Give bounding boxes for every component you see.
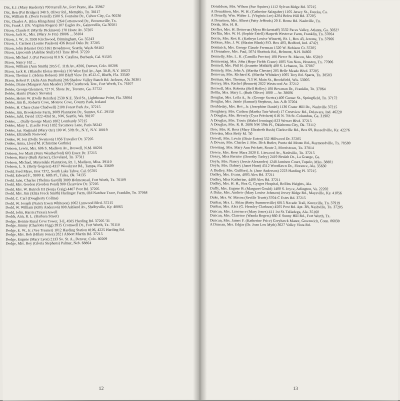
- directory-entry: Dixon, J. W., Jr. 3508 Kirchwood, Birmingham, Ga. 35243: [4, 36, 95, 42]
- right-page: [201, 0, 400, 401]
- directory-entry: Dodd, Jane, Charles (Thelma Gastill) 3809 Holmestead, Fort Worth, Tx. 76109: [5, 177, 126, 183]
- directory-entry: Dorsey, Mrs. Rachel (Bennett) 2822 Westwood Av. 37212: [210, 81, 299, 87]
- directory-entry: Doubleday, Mrs. Bev., Jr. (Josephine Daniel) 1136 Crater Hill Dr., Nashville 37215: [210, 104, 338, 110]
- directory-entry: Duncan, Mrs. Lawrence (Mary Jones) 411 1st St. Talladega, Ala. 35160: [209, 209, 320, 214]
- directory-entry: A Duke, Mrs. Andrew (Mary Louise Johnson) Jersey Ridge Rd., Maysville, Ky. 41056: [209, 190, 342, 196]
- directory-entry: Dixon, Nancy 162 ...: [4, 59, 37, 65]
- directory-entry: Dudley, Mrs. Evans, 4005 Alex Rd. 37211: [210, 172, 275, 178]
- directory-entry: Dixon, Thomas J. (Adena Robson) 100 Bluff View Dr. #512-C, Bluffs, Fla. 33540: [4, 72, 130, 78]
- directory-entry: Dominick, Mrs. George Claude Freeman 1520 W. Robison Cr. 37205: [210, 45, 317, 50]
- directory-entry: Dowell, Mrs. Lewin (Dixie Eaton) 552 Hillwood Dr. 37205: [210, 136, 302, 141]
- directory-entry: Dorfler, Mrs. H. Donovan (Myra Bickerstaff) 3532 Paces Valley, Atlanta, Ga. 30327: [210, 27, 340, 32]
- directory-entry: Dodd, Mrs. Gordon (Gordon Pond) 900 Clearview Dr. 37205: [5, 182, 99, 187]
- directory-entry: Douglas, Mrs. Leila A., Sr. (George Swetra) 400 Garner St., Springfield, Tn. 37172: [210, 95, 338, 101]
- directory-entry: Dobson, Joe Marti (Peny Weatherford) 603 Essex Dr. 37215: [5, 150, 97, 156]
- directory-entry: Dodd, Mrs. W. Butrick III (Sonja Craig) 4407 Post Rd. 37205: [5, 186, 100, 192]
- directory-entry: Dorflin, Mrs. W. H. (Sophie Estell) Harpeth Westover Farm, Franklin, Tn. 37064: [210, 31, 335, 37]
- directory-entry: Doswell, Mrs. Roberta (Bell Holley) 108 Bowman Dr., Franklin, Tn. 37064: [210, 86, 326, 91]
- directory-entry: Dobbs, George Glenmon, 727 N. Shore Dr., Toronto, Ga. 37722: [4, 86, 103, 92]
- directory-entry: A Douglas, Mrs. R. R. 2606 NW 59th Pl., Oklahoma City, Ok. 73112: [210, 122, 316, 128]
- directory-entry: Dodd, Mrs. Jim (Eliza Freck Smith) Harlinger Farm, Old Natchez Trace, Franklin, Tn. 37064: [5, 191, 148, 197]
- right-entry-list: [210, 5, 395, 229]
- directory-entry: Dowse, Mrs. Rose Marx 2820 E. Linwood Av., Nashville, Tn. 37215: [210, 150, 315, 155]
- directory-entry: Dixon, Robert P. (Julia Ann Dunham) 286 Shadow Valley Ranch Rd. Jackson, Ala. 36301: [4, 77, 141, 83]
- directory-entry: Dollens, Mrs. J. W. (Maxim Blank) P.O. Box 403, Bedford, Ind. 47421: [210, 40, 319, 46]
- directory-entry: A Donnahoe, Mrs. Paul, 5074 Shattuck Rd., Belmont, N.H. 04802: [210, 49, 312, 55]
- directory-entry: Dixon, John (Harriet Orr) 3161 Broadmoor, Seattle, Wash. 98102: [4, 45, 105, 51]
- directory-entry: Dix, Frank J. (Dr. Virginia Rogers) 107 Eagles Av., Gainesville, Ga 30501: [4, 23, 118, 28]
- directory-entry: Dixon, Lipscomb (Adeline Stull) 813 Tyne Blvd. 37220: [4, 50, 90, 56]
- directory-entry: Dottin, Mrs. Mary L. (Ruth Oliver) 1000 ... Av. 38606: [210, 90, 293, 96]
- directory-entry: Doyle, Mrs. Dabney (Janet Hunt) 4512 Woodlawn Dr., Florence, Ala. 35630: [210, 163, 327, 169]
- directory-entry: Dobbs, W. Jon (Dolly Swenson) 1856 Travalier Dr. 37205: [4, 136, 94, 142]
- directory-entry: Dix, William B. (Doris Ferrell) 1500 S. Fontaine Dr., Culver City, Ca. 90230: [4, 13, 122, 19]
- directory-entry: Downing, Mrs. Mary Ann Prickett, Route 2, Morristown, Tn. 37814: [210, 145, 314, 151]
- directory-entry: Dobbs, Juhl, David 1322-43rd St., NW, Seattle, Wa. 98107: [4, 114, 95, 119]
- directory-entry: Dix, Charles A. (Elsa Klingshirn) 1264 Cottonwood Dr., Brownsville, Tx.: [4, 18, 117, 24]
- left-entry-list: [4, 4, 192, 246]
- directory-entry: Donnelly, Mrs. L. K. (Camilla Proctor) 108 Pierce St. Macon, Mo. 65010: [210, 54, 323, 60]
- directory-entry: Donovan, Mrs. Richard K. (Martha Whitaker) 1005 Troy Rd. Sparta, Tn. 38583: [210, 72, 332, 78]
- directory-entry: A Donaldson, Mrs. W. H. (Catherine Salzgaber) 1105 Jersey St., Eureka, Ca.: [210, 9, 328, 14]
- directory-entry: Dobbs, Anna, Lloyd M. (Christine Guthrie): [4, 141, 72, 147]
- directory-entry: Doyle, Mrs. Nancy (Jessie Alexander) 1248 Jamison Court, Tupelo, Miss. 38801: [210, 159, 334, 164]
- directory-entry: Duncan, Mrs. Clarence (Wanda Rogers) 660-E Sunny Hill Rd., Fort Worth, Tx.: [209, 213, 331, 219]
- right-page-number: 13: [292, 386, 298, 392]
- directory-entry: Dunbar, Mrs. Alex (G. Hensley Clarkson) 4505 Post Rd. Apt. 3B, Nashville, Tn. 37205: [209, 204, 343, 210]
- directory-entry: Dixon, Claude P. (Myrtle Dickinson) 170 Hoste Av. 37205: [4, 27, 94, 33]
- directory-entry: Dobson, L. S. (Betty Gogerer) 4317 Woodcrest Rd., Tampa, Fla. 33609: [5, 164, 114, 169]
- directory-entry: A Donelson, Mrs. Albert (Patty Jeffords) 20 E. Rome Rd. Nashville, Tn.: [210, 18, 321, 23]
- left-page-number: 12: [98, 386, 104, 393]
- directory-entry: A Donelly, Wm. Walter L. (Virginia Lee) 4204 Bolen Hill Rd. 37205: [210, 13, 316, 19]
- directory-entry: A Douglas, Mrs. Beverly (Cyra Pritchett) 616 N. 7th St. Columbus, Ga. 31902: [210, 113, 330, 119]
- directory-entry: Doxey, Miss Bernice (Dorothy Tarley) 2419 Beulah Dr., La Grange, Ga.: [210, 154, 321, 160]
- directory-entry: Donaldson, Mrs. Wilson (Sue Squires) 1112 Sylvan Ridge Rd. 37215: [210, 4, 317, 10]
- directory-entry: Dixon, William (Ann Smith) 2055 C. 11th Av., #206, Denver, Colo. 80206: [4, 63, 118, 69]
- directory-entry: Dobbs, H. Chase (Jane Chadwell) 2108 Forest Park Av., 37215: [4, 105, 101, 110]
- directory-entry: Dudley, Miss Katherine, 4400 Alex Rd. 37211: [210, 177, 281, 182]
- directory-entry: Dodd, W. William (Kitty Anderson) 808 Ashland Av., Shelbyville, Ky. 40065: [5, 204, 123, 210]
- directory-entry: Douglas, Mrs. Jamie (Samuel) Stephens, Jan. A.& 37204: [210, 100, 298, 105]
- directory-entry: Dobbs, Elizabeth Norwood: [4, 132, 47, 137]
- directory-entry: Dodge, Mrs. Roy (Gloria Stephens) Palmer, Neb. 68864: [5, 241, 92, 247]
- directory-entry: Dodge, Mrs. Rob (Hilary Jones) 2821 Abbott Martin Rd. 37215: [5, 232, 103, 237]
- directory-entry: Dobson, Lewis, Mrs. 606 S. Madison Av., Roswell, N.M. 88201: [5, 145, 103, 151]
- directory-entry: Dodd, Fred Mayo, Box 7372, South Lake Tahoe, Cal. 95705: [5, 168, 98, 174]
- directory-entry: Donnerstag, Mrs. John (Hope Fields Crane) 1805 Van Ness, Houston, Tx. 77006: [210, 59, 334, 64]
- directory-entry: A Douglas, Mrs. Travis (Mabel Jennings) 823 Wesser Blvd. 37215: [210, 118, 312, 123]
- directory-entry: Duffy, Mrs. Eugene B. (Margaret Gould) 1400 S. Joyce, Arlington, Va. 22202: [210, 186, 329, 192]
- directory-entry: Donnell, Mrs. Phil H. (Jeanette Midkiff) 400 S. Lebanon, Tn. 37087: [210, 63, 315, 69]
- directory-entry: Dobbs, Jas. Reginald (Mary Orr) 100 W. 57th St., N.Y., N.Y. 10019: [4, 127, 108, 133]
- directory-entry: Dodd, John, Harris (Texas) Jewell: [5, 209, 58, 215]
- directory-entry: Duke, Mrs. W. Mason (Seville Truett) 3704-C Estes Rd. 37215: [209, 195, 306, 200]
- directory-entry: Dodd, W. Joseph (Nancy Ewen Whiteson) 1062 Lynwood Blvd. 37215: [5, 200, 114, 206]
- directory-entry: Dixon, J. Carmon (Louise Paulson) 436 Royal Oaks Dr. 37205: [4, 41, 100, 47]
- directory-entry: Dow, Mrs. R. Ross (Mary Elizabeth Rush) Clarksville Rd., Box 69, Russellville, Ky. 42276: [210, 127, 350, 133]
- book-gutter: [193, 0, 207, 400]
- directory-entry: Dobbs, Jim, Brookstone Farm, 3009 Plantation Dr., Sumter, S.C. 29150: [4, 109, 114, 115]
- directory-entry: Dobbs, Jim B., Roberts Cove, Monroe Cove, County Park, Ireland: [4, 100, 106, 106]
- directory-entry: Dodge, Eugene (Mary Lyon) 2133 So. St. A., Denver, Colo. 80209: [5, 236, 108, 242]
- directory-entry: Dunbar, Mrs. L. Brian (Betty Summerville) 6015 Nacado Trail, Knoxville, Tn. 37919: [209, 200, 341, 205]
- directory-entry: Dix, E.J. (Mary Hardesty) 700 Farrell Av., Fort Payne, Ala. 35967: [4, 4, 105, 10]
- directory-entry: Dixon, Jack K. (Blanche Eloise Brooks) 170 West End Av., Apt. 30-B, N.Y. 10023: [4, 68, 130, 74]
- directory-entry: Duncan, Mrs. James F. (Katherine Price) Greyhawk Manor, Greenwich, Conn. 06830: [209, 218, 340, 223]
- directory-entry: Dobbs, Henry W. (Dolly Reisifer) 2530 N.E. 33rd St., Lighthouse Point, Fla. 33064: [4, 95, 133, 101]
- directory-entry: Dodd, C. Carl (Dougherty Collins): [5, 196, 59, 201]
- directory-entry: Dobbs, Harris (Nancy Stevens): [4, 91, 53, 97]
- directory-entry: Dixon, Jack K., Mrs. (Mary Jo Fry) 19006 ... 38104: [4, 32, 84, 37]
- directory-entry: A Dudley, Mrs. Guilford, Jr. (Jane Anderson) 2223 Harding Pl. 37215: [210, 168, 317, 173]
- directory-entry: Dodds, Ann, R. L. (Barbara Street): [5, 214, 59, 219]
- directory-entry: Donnely, Mrs. John A. (Martha Chester) 205 Belle Meade Blvd. 37205: [210, 68, 319, 73]
- directory-entry: Dodge, Jimmy (Charlotte Figg) 3915 Cromwell Dr., Fort Worth, Tx. 76110: [5, 223, 120, 228]
- directory-entry: Dodge, Bonnie Rural Cove Tower, 3-E, 4505 Harding Rd. 37205 '31: [5, 218, 110, 224]
- directory-entry: A Downs, Mrs. Charles J. Mrs. Dick Butler, Punta del Monte Rd., Raymondville, Tx. 78580: [210, 140, 351, 146]
- directory-entry: Dudley, Mrs. H. H., Box G, Gyrgos Hospital, Rollins Heights, Ala.: [210, 181, 313, 187]
- directory-entry: Dowden, Miss Betty M. '50: [210, 131, 253, 137]
- directory-entry: Dobson, Michael, Mayendale Plantation, Rt. 1, Madison, Miss. 39110: [5, 159, 112, 165]
- directory-entry: A Duncan, Mrs. Edgar (Dr. Joan Lou Myth) 3627 Valley Vista Rd.: [209, 222, 311, 228]
- directory-entry: Dobbs, Diane (Margaret Ann Meador) 3709 Crestbrook Terr., Fort Worth, Tx. 76107: [4, 82, 134, 87]
- directory-entry: Dodge, E. W., Jr. (Vee Treaner) 1012 Harding Station #106, 4225 Harding Rd.: [5, 227, 125, 233]
- directory-entry: Dobson, Harry (Ruth Ayrner), Cleveland, Tn. 37311: [5, 155, 85, 160]
- directory-entry: Dorman, Mrs. Thomas, 713 W. Main St., Brookfield, Wis. 53005: [210, 77, 310, 82]
- directory-entry: Dix, Ben (Pat Bridges) 348 S. Oliver Rd., Memphis, Tn. 38117: [4, 9, 101, 15]
- directory-entry: Dobbs, Mary L. (Leslie Fox) 1832 Sycamore Lane, Paris 38242: [4, 123, 103, 128]
- directory-entry: Dorris, Mrs. Rox K. (Kathryn Louise Winsett), Rt. 1, Box 43, Jerome, Tn. 37966: [210, 36, 335, 41]
- directory-entry: Dixon, Michael J. (Pat Peerson) 818 N. Catalina, Burbank, Cal. 91505: [4, 54, 112, 60]
- directory-entry: Dodd, Edward F., 9000 E. 68th Pl., Tulsa, Ok. 74135: [5, 173, 86, 178]
- directory-entry: Dorak, Mrs. H. R.: [210, 22, 239, 27]
- directory-entry: Doughtery, Mrs. Carlton (Martha Tate Wood) 17 Crestview Rd., Delaware, Ind. 46220: [210, 109, 342, 114]
- directory-entry: Dobbs, ... (Sally George Marr) 1802 Lombardy 37215: [4, 118, 88, 124]
